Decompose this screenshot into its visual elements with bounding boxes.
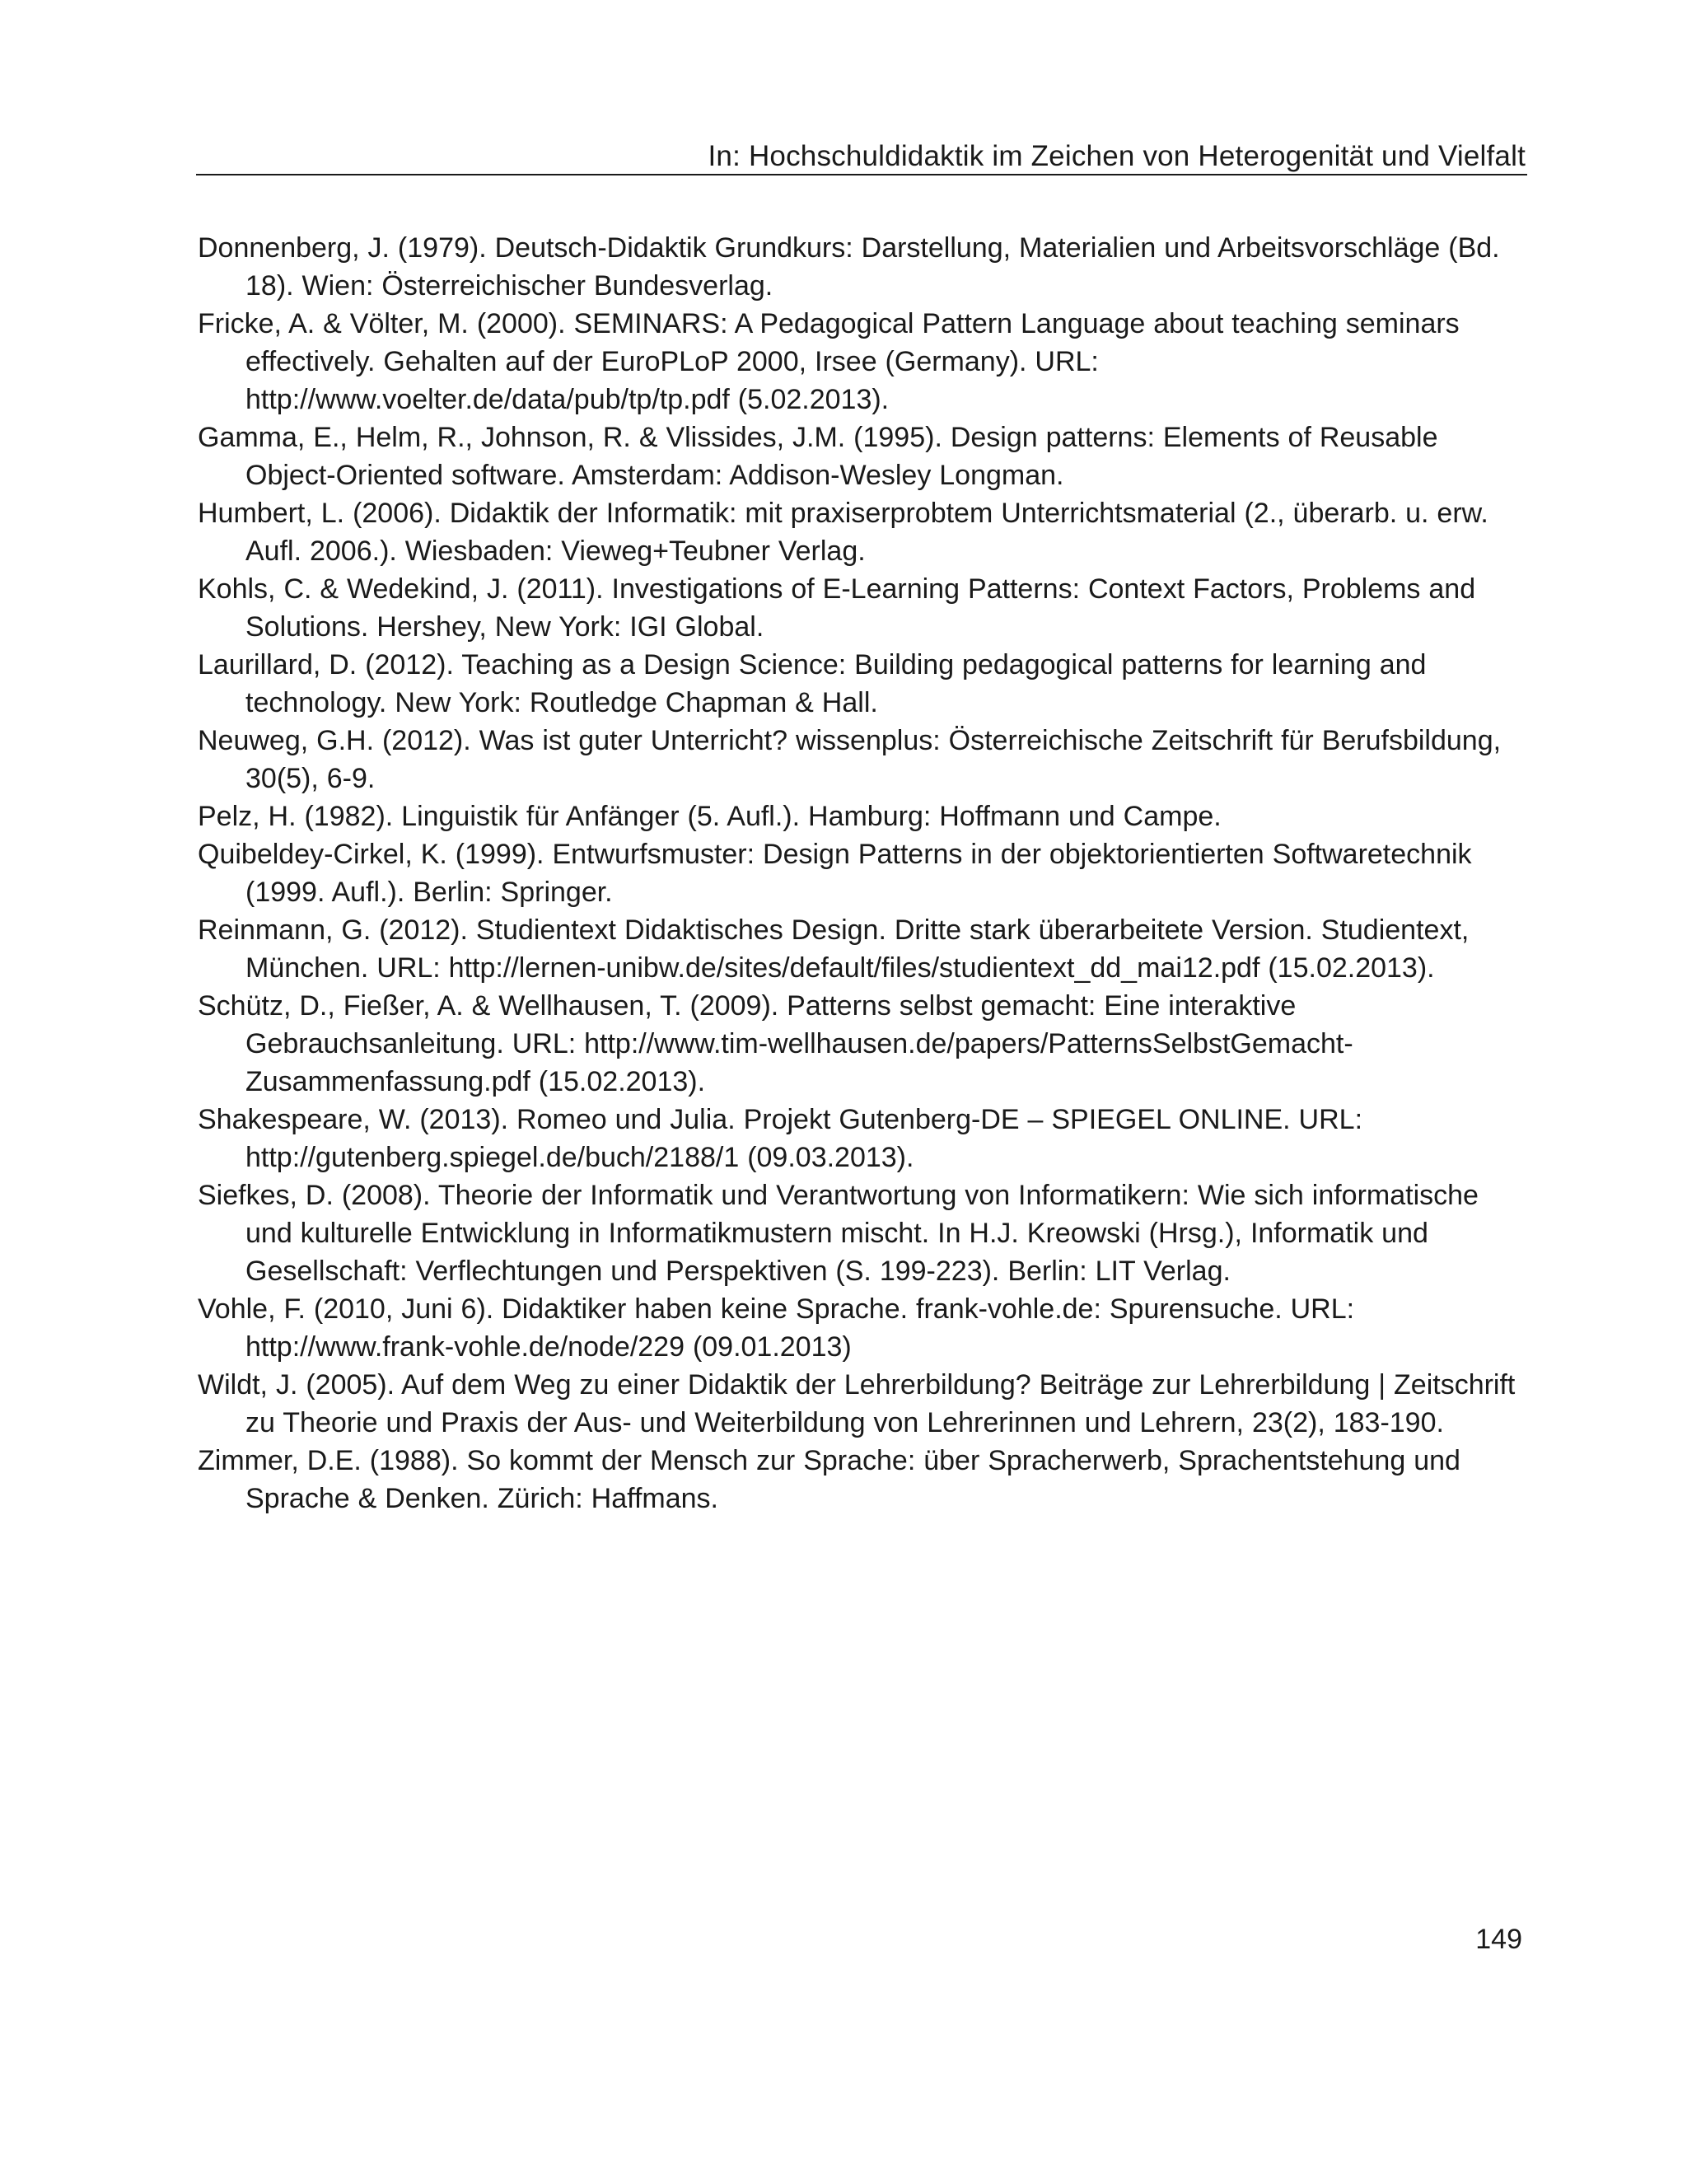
reference-entry: Shakespeare, W. (2013). Romeo und Julia. Projekt Gutenberg-DE – SPIEGEL ONLINE. URL: http://gutenberg.spiegel.de/buch/2188/1 (09.03.2013). bbox=[198, 1104, 1363, 1173]
reference-entry: Donnenberg, J. (1979). Deutsch-Didaktik Grundkurs: Darstellung, Materialien und Arbeitsvorschläge (Bd. 18). Wien: Österreichischer Bundesverlag. bbox=[198, 232, 1500, 302]
reference-entry: Fricke, A. & Völter, M. (2000). SEMINARS: A Pedagogical Pattern Language about teaching seminars effectively. Gehalten auf der EuroPLoP 2000, Irsee (Germany). URL: http://www.voelter.de/data/pub/tp/tp.pdf (5.02.2013). bbox=[198, 308, 1460, 415]
reference-list bbox=[198, 229, 1532, 1518]
reference-entry: Schütz, D., Fießer, A. & Wellhausen, T. (2009). Patterns selbst gemacht: Eine interaktive Gebrauchsanleitung. URL: http://www.tim-wellhausen.de/papers/PatternsSelbstGemacht-Zusammenfassung.pdf (15.02.2013). bbox=[198, 990, 1353, 1097]
reference-entry: Wildt, J. (2005). Auf dem Weg zu einer Didaktik der Lehrerbildung? Beiträge zur Lehrerbildung | Zeitschrift zu Theorie und Praxis der Aus- und Weiterbildung von Lehrerinnen und Lehrern, 23(2), 183-190. bbox=[198, 1369, 1516, 1438]
reference-entry: Reinmann, G. (2012). Studientext Didaktisches Design. Dritte stark überarbeitete Version. Studientext, München. URL: http://lernen-unibw.de/sites/default/files/studientext_dd_mai12.pdf (15.02.2013). bbox=[198, 914, 1470, 984]
reference-entry: Kohls, C. & Wedekind, J. (2011). Investigations of E-Learning Patterns: Context Factors, Problems and Solutions. Hershey, New York: IGI Global. bbox=[198, 573, 1476, 643]
reference-entry: Humbert, L. (2006). Didaktik der Informatik: mit praxiserprobtem Unterrichtsmaterial (2., überarb. u. erw. Aufl. 2006.). Wiesbaden: Vieweg+Teubner Verlag. bbox=[198, 498, 1488, 567]
reference-entry: Vohle, F. (2010, Juni 6). Didaktiker haben keine Sprache. frank-vohle.de: Spurensuche. URL: http://www.frank-vohle.de/node/229 (09.01.2013) bbox=[198, 1293, 1355, 1363]
reference-entry: Zimmer, D.E. (1988). So kommt der Mensch zur Sprache: über Spracherwerb, Sprachentstehung und Sprache & Denken. Zürich: Haffmans. bbox=[198, 1445, 1460, 1514]
page-number: 149 bbox=[1475, 1924, 1522, 1955]
reference-entry: Gamma, E., Helm, R., Johnson, R. & Vlissides, J.M. (1995). Design patterns: Elements of Reusable Object-Oriented software. Amsterdam: Addison-Wesley Longman. bbox=[198, 422, 1438, 491]
header-rule bbox=[196, 174, 1527, 175]
running-header: In: Hochschuldidaktik im Zeichen von Heterogenität und Vielfalt bbox=[708, 140, 1526, 172]
reference-entry: Laurillard, D. (2012). Teaching as a Design Science: Building pedagogical patterns for learning and technology. New York: Routledge Chapman & Hall. bbox=[198, 649, 1427, 718]
reference-entry: Quibeldey-Cirkel, K. (1999). Entwurfsmuster: Design Patterns in der objektorientierten Softwaretechnik (1999. Aufl.). Berlin: Springer. bbox=[198, 839, 1472, 908]
reference-entry: Pelz, H. (1982). Linguistik für Anfänger (5. Aufl.). Hamburg: Hoffmann und Campe. bbox=[198, 801, 1222, 832]
reference-entry: Siefkes, D. (2008). Theorie der Informatik und Verantwortung von Informatikern: Wie sich informatische und kulturelle Entwicklung in Informatikmustern mischt. In H.J. Kreowski (Hrsg.), Informatik und Gesellschaft: Verflechtungen und Perspektiven (S. 199-223). Berlin: LIT Verlag. bbox=[198, 1180, 1479, 1287]
reference-entry: Neuweg, G.H. (2012). Was ist guter Unterricht? wissenplus: Österreichische Zeitschrift für Berufsbildung, 30(5), 6-9. bbox=[198, 725, 1502, 794]
